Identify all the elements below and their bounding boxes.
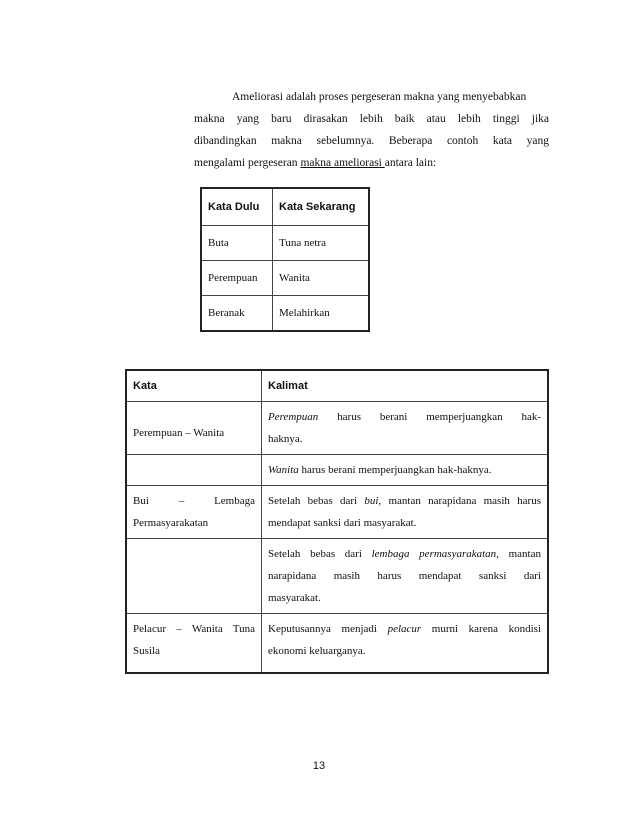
cell-kata-dulu: Beranak bbox=[201, 296, 273, 332]
paragraph-line-3: dibandingkan makna sebelumnya. Beberapa contoh kata yang bbox=[194, 135, 549, 147]
cell-kalimat bbox=[262, 402, 549, 455]
header-kata-sekarang: Kata Sekarang bbox=[273, 188, 370, 226]
cell-kata: Pelacur – Wanita Tuna Susila bbox=[126, 614, 262, 674]
table-row bbox=[126, 539, 548, 614]
cell-kata-sekarang: Melahirkan bbox=[273, 296, 370, 332]
cell-kata-empty bbox=[126, 455, 262, 486]
table-header-row bbox=[201, 188, 369, 226]
cell-kalimat bbox=[262, 614, 549, 674]
table-row bbox=[201, 226, 369, 261]
sentence-line: Wanita harus berani memperjuangkan hak-haknya. bbox=[268, 464, 492, 476]
word-change-table bbox=[200, 187, 370, 332]
cell-kata-dulu: Perempuan bbox=[201, 261, 273, 296]
paragraph-line-2: makna yang baru dirasakan lebih baik atau lebih tinggi jika bbox=[194, 113, 549, 125]
header-kalimat: Kalimat bbox=[262, 370, 549, 402]
sentence-line: haknya. bbox=[268, 433, 303, 445]
sentence-line: Setelah bebas dari lembaga permasyarakatan, mantan bbox=[268, 548, 541, 560]
header-kata: Kata bbox=[126, 370, 262, 402]
cell-kata: Perempuan – Wanita bbox=[126, 402, 262, 455]
table-row bbox=[126, 486, 548, 539]
sentence-line: narapidana masih harus mendapat sanksi dari bbox=[268, 570, 541, 582]
table-row bbox=[126, 614, 548, 674]
sentence-line: Perempuan harus berani memperjuangkan hak- bbox=[268, 411, 541, 423]
table-row bbox=[201, 296, 369, 332]
sentence-line: Keputusannya menjadi pelacur murni karena kondisi bbox=[268, 623, 541, 635]
table-row bbox=[126, 455, 548, 486]
sentence-line: Setelah bebas dari bui, mantan narapidana masih harus bbox=[268, 495, 541, 507]
sentence-line: masyarakat. bbox=[268, 592, 321, 604]
sentence-line: ekonomi keluarganya. bbox=[268, 645, 366, 657]
sentence-line: mendapat sanksi dari masyarakat. bbox=[268, 517, 417, 529]
underlined-term: makna ameliorasi bbox=[300, 157, 385, 169]
cell-kalimat bbox=[262, 455, 549, 486]
sentence-example-table bbox=[125, 369, 549, 674]
table-row bbox=[126, 402, 548, 455]
page-number: 13 bbox=[312, 760, 326, 772]
table-row bbox=[201, 261, 369, 296]
cell-kata-sekarang: Wanita bbox=[273, 261, 370, 296]
cell-kata: Bui – Lembaga Permasyarakatan bbox=[126, 486, 262, 539]
cell-kata-dulu: Buta bbox=[201, 226, 273, 261]
paragraph-line-1: Ameliorasi adalah proses pergeseran makna yang menyebabkan bbox=[232, 91, 527, 103]
cell-kalimat bbox=[262, 539, 549, 614]
cell-kalimat bbox=[262, 486, 549, 539]
cell-kata-empty bbox=[126, 539, 262, 614]
header-kata-dulu: Kata Dulu bbox=[201, 188, 273, 226]
paragraph-line-4: mengalami pergeseran makna ameliorasi antara lain: bbox=[194, 157, 437, 169]
table-header-row bbox=[126, 370, 548, 402]
cell-kata-sekarang: Tuna netra bbox=[273, 226, 370, 261]
